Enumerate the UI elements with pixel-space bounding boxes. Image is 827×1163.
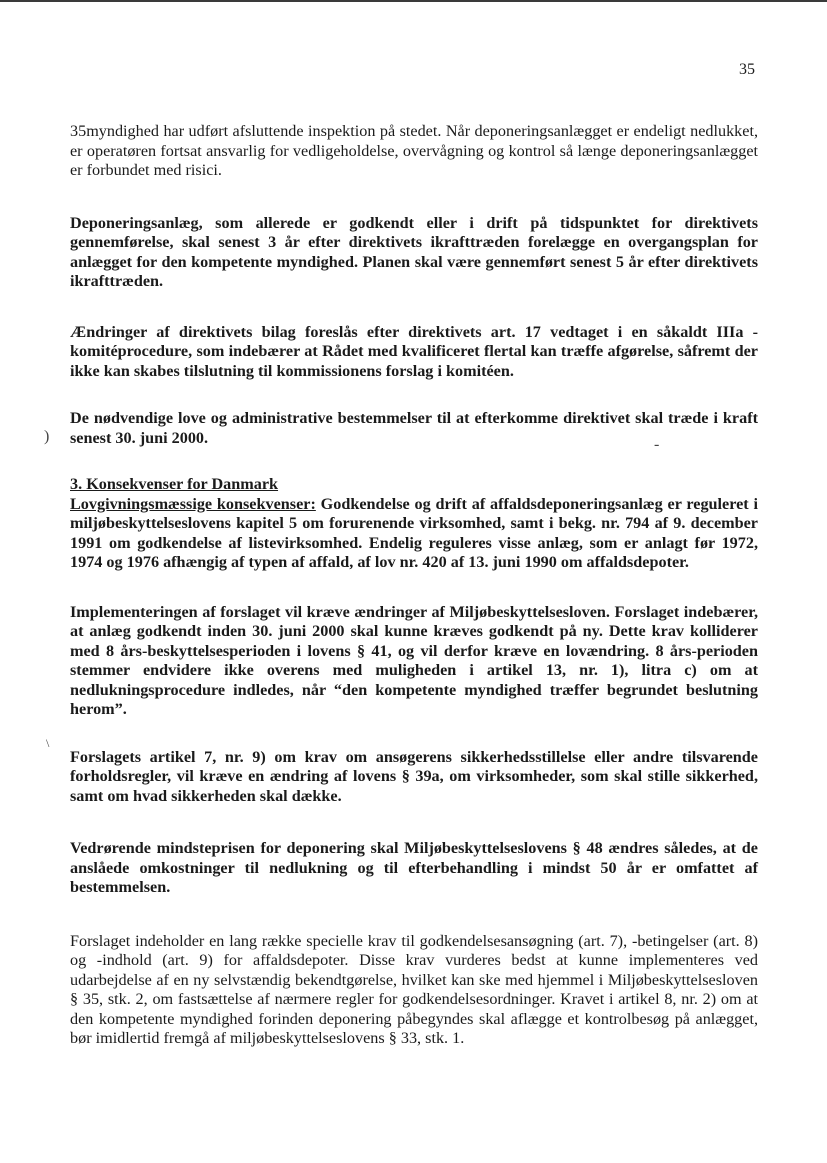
paragraph-implementation: Implementeringen af forslaget vil kræve ændringer af Miljøbeskyttelsesloven. Forslaget indebærer, at anlæg godkendt inden 30. juni 2000 skal kunne kræves godkendt på ny. Dette krav kolliderer med 8 års-beskyttelsesperioden i lovens § 41, og vil derfor kræve en lovændring. 8 års-perioden stemmer endvidere ikke overens med muligheden i artikel 13, nr. 1), litra c) om at nedlukningsprocedure indledes, når “den kompetente myndighed træffer begrundet beslutning herom”. bbox=[70, 602, 758, 718]
page-number: 35 bbox=[739, 61, 755, 78]
paragraph-lead-label: Lovgivningsmæssige konsekvenser: bbox=[70, 494, 316, 513]
margin-paren-mark: ) bbox=[44, 428, 50, 445]
paragraph-security-requirement: Forslagets artikel 7, nr. 9) om krav om ansøgerens sikkerhedsstillelse eller andre tilsvarende forholdsregler, vil kræve en ændring af lovens § 39a, om virksomheder, som skal stille sikkerhed, samt om hvad sikkerheden skal dække. bbox=[70, 747, 758, 805]
paragraph-committee-procedure: Ændringer af direktivets bilag foreslås efter direktivets art. 17 vedtaget i en såkaldt IIIa - komitéprocedure, som indebærer at Rådet med kvalificeret flertal kan træffe afgørelse, såfremt der ikke kan skabes tilslutning til kommissionens forslag i komitéen. bbox=[70, 322, 758, 380]
paragraph-minimum-price: Vedrørende mindsteprisen for deponering skal Miljøbeskyttelseslovens § 48 ændres således, at de anslåede omkostninger til nedlukning og til efterbehandling i mindst 50 år er omfattet af bestemmelsen. bbox=[70, 839, 758, 896]
paragraph-inspection: 35myndighed har udført afsluttende inspektion på stedet. Når deponeringsanlægget er endeligt nedlukket, er operatøren fortsat ansvarlig for vedligeholdelse, overvågning og kontrol så længe deponeringsanlægget er forbundet med risici. bbox=[70, 122, 758, 179]
paragraph-legal-consequences bbox=[70, 495, 758, 573]
paragraph-application-requirements: Forslaget indeholder en lang række specielle krav til godkendelsesansøgning (art. 7), -betingelser (art. 8) og -indhold (art. 9) for affaldsdepoter. Disse krav vurderes bedst at kunne implementeres ved udarbejdelse af en ny selvstændig bekendtgørelse, hvilket kan ske med hjemmel i Miljøbeskyttelsesloven § 35, stk. 2, om fastsættelse af nærmere regler for godkendelsesordninger. Kravet i artikel 8, nr. 2) om at den kompetente myndighed forinden deponering påbegyndes skal aflægge et kontrolbesøg på anlægget, bør imidlertid fremgå af miljøbeskyttelseslovens § 33, stk. 1. bbox=[70, 931, 758, 1047]
section-heading: 3. Konsekvenser for Danmark bbox=[70, 475, 279, 493]
margin-tick-mark: - bbox=[654, 436, 660, 453]
paragraph-legal-text: Godkendelse og drift af affaldsdeponeringsanlæg er reguleret i miljøbeskyttelseslovens kapitel 5 om forurenende virksomhed, samt i bekg. nr. 794 af 9. december 1991 om godkendelse af listevirksomhed. Endelig reguleres visse anlæg, som er anlagt før 1972, 1974 og 1976 afhængig af typen af affald, af lov nr. 420 af 13. juni 1990 om affaldsdepoter. bbox=[70, 494, 758, 571]
paragraph-deadline: De nødvendige love og administrative bestemmelser til at efterkomme direktivet skal træde i kraft senest 30. juni 2000. bbox=[70, 409, 758, 447]
paragraph-transition-plan: Deponeringsanlæg, som allerede er godkendt eller i drift på tidspunktet for direktivets gennemførelse, skal senest 3 år efter direktivets ikrafttræden forelægge en overgangsplan for anlægget for den kompetente myndighed. Planen skal være gennemført senest 5 år efter direktivets ikrafttræden. bbox=[70, 213, 758, 290]
margin-backslash-mark: \ bbox=[46, 736, 50, 750]
document-body bbox=[70, 122, 758, 1069]
top-rule bbox=[0, 0, 827, 2]
